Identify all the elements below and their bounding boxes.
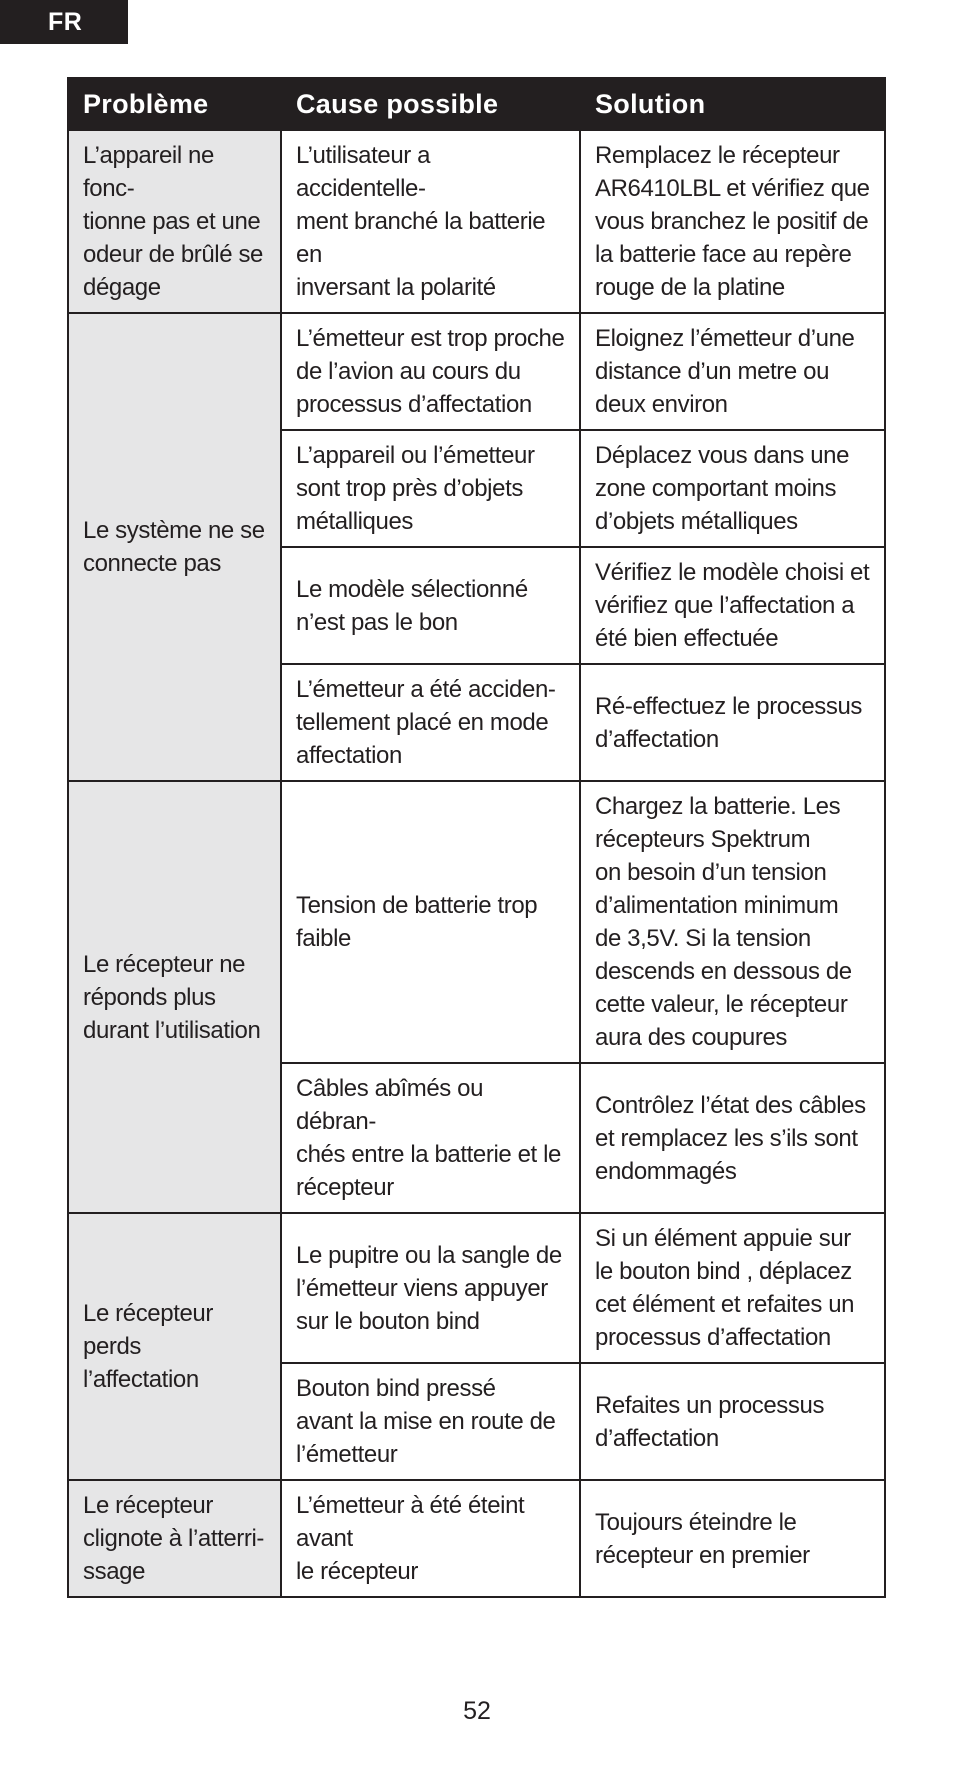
language-tab: FR [0,0,128,44]
solution-cell: Chargez la batterie. Les récepteurs Spektrum on besoin d’un tension d’alimentation minimum de 3,5V. Si la tension descends en dessous de cette valeur, le récepteur aura des coupures [580,781,885,1063]
cause-cell: Câbles abîmés ou débran- chés entre la batterie et le récepteur [281,1063,580,1213]
cause-cell: Bouton bind pressé avant la mise en route de l’émetteur [281,1363,580,1480]
table-row [68,1480,885,1597]
problem-cell: Le récepteur clignote à l’atterri- ssage [68,1480,281,1597]
solution-cell: Remplacez le récepteur AR6410LBL et vérifiez que vous branchez le positif de la batterie face au repère rouge de la platine [580,130,885,313]
page-number: 52 [463,1697,491,1725]
table-row [68,313,885,430]
solution-cell: Toujours éteindre le récepteur en premier [580,1480,885,1597]
cause-cell: L’émetteur à été éteint avant le récepteur [281,1480,580,1597]
troubleshooting-table [67,77,886,1598]
cause-cell: Le pupitre ou la sangle de l’émetteur viens appuyer sur le bouton bind [281,1213,580,1363]
solution-cell: Contrôlez l’état des câbles et remplacez les s’ils sont endommagés [580,1063,885,1213]
problem-cell: Le récepteur perds l’affectation [68,1213,281,1480]
problem-cell: Le récepteur ne réponds plus durant l’utilisation [68,781,281,1213]
table-row [68,1213,885,1363]
cause-cell: L’appareil ou l’émetteur sont trop près d’objets métalliques [281,430,580,547]
table-header-row [68,78,885,130]
solution-cell: Eloignez l’émetteur d’une distance d’un metre ou deux environ [580,313,885,430]
column-header-cause: Cause possible [281,78,580,130]
cause-cell: Le modèle sélectionné n’est pas le bon [281,547,580,664]
problem-cell: Le système ne se connecte pas [68,313,281,781]
solution-cell: Vérifiez le modèle choisi et vérifiez que l’affectation a été bien effectuée [580,547,885,664]
column-header-problem: Problème [68,78,281,130]
cause-cell: L’émetteur est trop proche de l’avion au cours du processus d’affectation [281,313,580,430]
cause-cell: L’utilisateur a accidentelle- ment branché la batterie en inversant la polarité [281,130,580,313]
solution-cell: Ré-effectuez le processus d’affectation [580,664,885,781]
solution-cell: Si un élément appuie sur le bouton bind , déplacez cet élément et refaites un processus d’affectation [580,1213,885,1363]
cause-cell: L’émetteur a été acciden- tellement placé en mode affectation [281,664,580,781]
solution-cell: Refaites un processus d’affectation [580,1363,885,1480]
cause-cell: Tension de batterie trop faible [281,781,580,1063]
table-row [68,781,885,1063]
table-row [68,130,885,313]
solution-cell: Déplacez vous dans une zone comportant moins d’objets métalliques [580,430,885,547]
problem-cell: L’appareil ne fonc- tionne pas et une odeur de brûlé se dégage [68,130,281,313]
column-header-solution: Solution [580,78,885,130]
